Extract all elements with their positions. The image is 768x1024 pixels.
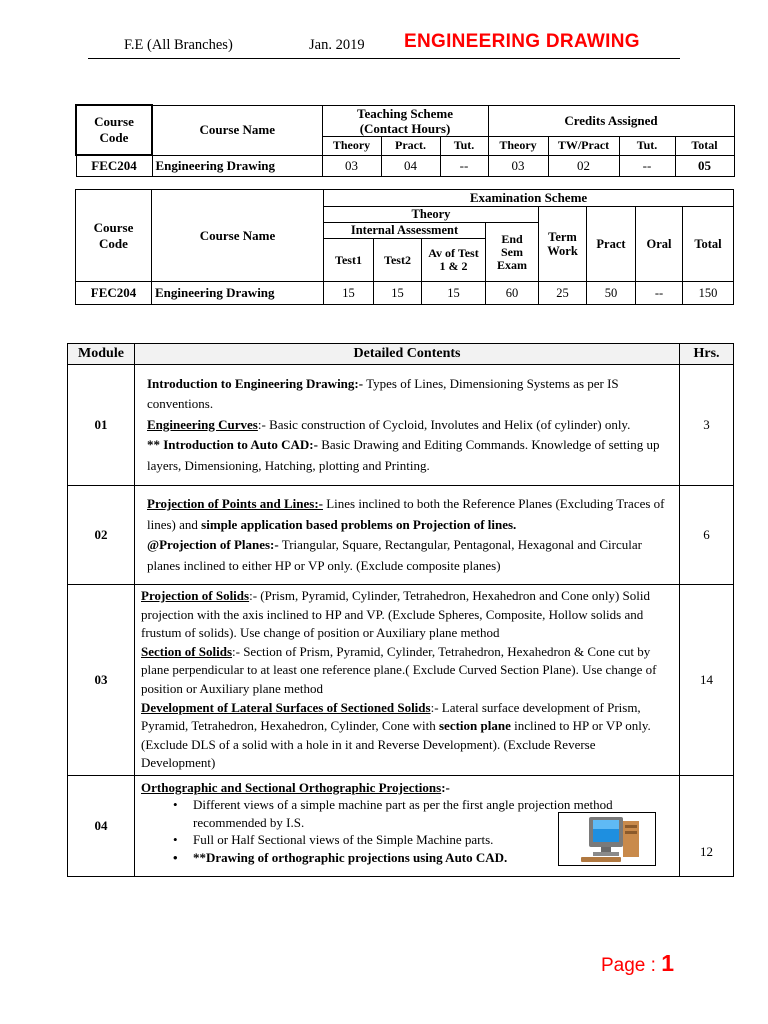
list-item: • Different views of a simple machine part as per the first angle projection method recommended by I.S. bbox=[173, 796, 653, 831]
topic-title: Engineering Curves bbox=[147, 416, 258, 432]
hours-header: Hrs. bbox=[680, 344, 734, 365]
topic-text: :- Basic construction of Cycloid, Involutes and Helix (of cylinder) only. bbox=[257, 416, 631, 432]
topic-title: Introduction to Engineering Drawing:- bbox=[147, 375, 364, 391]
term-work-header: Term Work bbox=[539, 207, 587, 282]
topic-title: Projection of Solids bbox=[141, 588, 250, 603]
teaching-scheme-table bbox=[75, 104, 735, 177]
module-contents bbox=[135, 365, 680, 486]
value-cell: 50 bbox=[587, 282, 636, 305]
module-number: 01 bbox=[68, 365, 135, 486]
subject-title: ENGINEERING DRAWING bbox=[404, 31, 640, 52]
course-code-cell: FEC204 bbox=[76, 155, 152, 177]
topic-suffix: :- bbox=[441, 779, 450, 795]
course-name-cell: Engineering Drawing bbox=[152, 282, 324, 305]
sub-header: Theory bbox=[488, 136, 548, 155]
pract-header: Pract bbox=[587, 207, 636, 282]
topic-text: :- (Prism, Pyramid, Cylinder, Tetrahedron, Hexahedron and Cone only) Solid projection with the axis inclined to HP and VP. (Exclude Spheres, Composite, Hollow solids and frustum of solids). Use change of position or Auxiliary plane method bbox=[141, 588, 650, 641]
course-name-cell: Engineering Drawing bbox=[152, 155, 322, 177]
topic-text: :- Section of Prism, Pyramid, Cylinder, Tetrahedron, Hexahedron & Cone cut by plane perpendicular to at least one reference plane.( Exclude Curved Section Plane). Use change of position or Auxiliary plane method bbox=[141, 643, 657, 696]
module-hours: 12 bbox=[680, 775, 734, 876]
module-number: 02 bbox=[68, 486, 135, 585]
value-cell: 15 bbox=[324, 282, 374, 305]
course-name-header: Course Name bbox=[152, 105, 322, 155]
value-cell: 15 bbox=[374, 282, 422, 305]
date-label: Jan. 2019 bbox=[309, 37, 365, 53]
page-label: Page : bbox=[601, 955, 662, 976]
exam-scheme-header: Examination Scheme bbox=[324, 190, 734, 207]
topic-title: @Projection of Planes:- bbox=[147, 537, 279, 552]
module-contents bbox=[135, 585, 680, 776]
module-hours: 14 bbox=[680, 585, 734, 776]
total-header: Total bbox=[683, 207, 734, 282]
oral-header: Oral bbox=[636, 207, 683, 282]
course-code-header: Course Code bbox=[76, 190, 152, 282]
module-hours: 3 bbox=[680, 365, 734, 486]
course-code-header: Course Code bbox=[76, 105, 152, 155]
page-number-footer bbox=[601, 950, 674, 977]
value-cell: -- bbox=[440, 155, 488, 177]
page-number: 1 bbox=[661, 950, 675, 976]
test1-header: Test1 bbox=[324, 239, 374, 282]
list-item: • **Drawing of orthographic projections using Auto CAD. bbox=[173, 849, 553, 867]
module-hours: 6 bbox=[680, 486, 734, 585]
topic-text: Types of Lines, Dimensioning Systems as per IS conventions. bbox=[147, 375, 619, 412]
topic-text: Lines inclined to both the Reference Planes (Excluding Traces of lines) and bbox=[147, 496, 665, 532]
topic-title: ** Introduction to Auto CAD:- bbox=[147, 437, 318, 453]
module-contents bbox=[135, 486, 680, 585]
computer-icon bbox=[559, 813, 655, 865]
topic-highlight: section plane bbox=[438, 718, 511, 734]
course-code-cell: FEC204 bbox=[76, 282, 152, 305]
modules-table bbox=[67, 343, 734, 877]
module-number: 03 bbox=[68, 585, 135, 776]
value-cell: 150 bbox=[683, 282, 734, 305]
value-cell: 03 bbox=[322, 155, 381, 177]
value-cell: 03 bbox=[488, 155, 548, 177]
value-cell: 02 bbox=[548, 155, 619, 177]
sub-header: Pract. bbox=[381, 136, 440, 155]
examination-scheme-table bbox=[75, 189, 734, 305]
module-header: Module bbox=[68, 344, 135, 365]
value-cell: 15 bbox=[422, 282, 486, 305]
course-name-header: Course Name bbox=[152, 190, 324, 282]
value-cell: -- bbox=[619, 155, 675, 177]
topic-text: :- Lateral surface development of Prism, Pyramid, Tetrahedron, Hexahedron, Cylinder, Cone with bbox=[141, 699, 641, 734]
value-cell: 60 bbox=[486, 282, 539, 305]
computer-clipart bbox=[558, 812, 656, 866]
topic-text: Basic Drawing and Editing Commands. Knowledge of setting up layers, Dimensioning, Hatching, plotting and Printing. bbox=[147, 437, 660, 473]
total-cell: 05 bbox=[675, 155, 734, 177]
end-sem-header: End Sem Exam bbox=[486, 223, 539, 282]
sub-header: Tut. bbox=[619, 136, 675, 155]
average-header: Av of Test 1 & 2 bbox=[422, 239, 486, 282]
sub-header: Theory bbox=[322, 136, 381, 155]
topic-title: Orthographic and Sectional Orthographic Projections bbox=[141, 779, 442, 795]
module-number: 04 bbox=[68, 775, 135, 876]
topic-highlight: simple application based problems on Projection of lines. bbox=[201, 516, 517, 532]
topic-title: Section of Solids bbox=[141, 643, 233, 659]
document-header bbox=[88, 28, 680, 59]
internal-assessment-header: Internal Assessment bbox=[324, 223, 486, 239]
teaching-scheme-header: Teaching Scheme (Contact Hours) bbox=[322, 105, 488, 136]
sub-header: Total bbox=[675, 136, 734, 155]
topic-text: Triangular, Square, Rectangular, Pentagonal, Hexagonal and Circular planes inclined to either HP or VP only. (Exclude composite planes) bbox=[147, 537, 642, 573]
sub-header: TW/Pract bbox=[548, 136, 619, 155]
topic-text: inclined to HP or VP only. (Exclude DLS of a solid with a hole in it and Reverse Development). (Exclude Reverse Development) bbox=[141, 718, 651, 771]
value-cell: 04 bbox=[381, 155, 440, 177]
list-item: • Full or Half Sectional views of the Simple Machine parts. bbox=[173, 831, 553, 849]
branch-label: F.E (All Branches) bbox=[124, 37, 233, 53]
topic-title: Development of Lateral Surfaces of Sectioned Solids bbox=[141, 699, 431, 715]
topic-title: Projection of Points and Lines:- bbox=[147, 496, 323, 511]
credits-header: Credits Assigned bbox=[488, 105, 734, 136]
test2-header: Test2 bbox=[374, 239, 422, 282]
contents-header: Detailed Contents bbox=[135, 344, 680, 365]
theory-header: Theory bbox=[324, 207, 539, 223]
sub-header: Tut. bbox=[440, 136, 488, 155]
value-cell: 25 bbox=[539, 282, 587, 305]
value-cell: -- bbox=[636, 282, 683, 305]
